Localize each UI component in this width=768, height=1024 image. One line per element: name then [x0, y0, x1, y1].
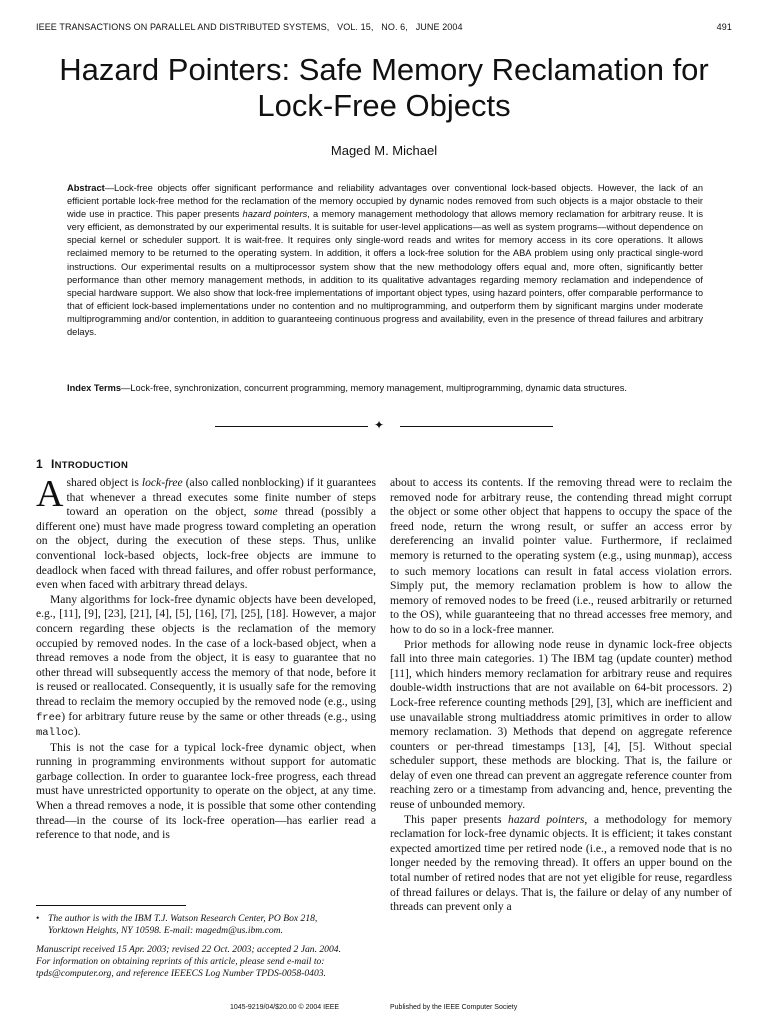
text-run: ) for arbitrary future reuse by the same or other threads (e.g., using [61, 709, 376, 723]
section-title-rest: NTRODUCTION [54, 460, 129, 471]
body-column-right [390, 476, 732, 915]
manuscript-line-2: For information on obtaining reprints of this article, please send e-mail to: [36, 955, 325, 967]
paragraph-5: Prior methods for allowing node reuse in dynamic lock-free objects fall into three main categories. 1) The IBM tag (update counter) method [11], which hinders memory reclamation for arbitrary reuse and requires double-width instructions that are not available on 64-bit processors. 2) Lock-free reference counting methods [29], [3], which are inefficient and use unavailable strong multiaddress atomic primitives in order to allow memory reclamation. 3) Methods that depend on aggregate reference counters or per-thread timestamps [13], [4], [5]. Without special scheduler support, these methods are blocking. That is, the failure or delay of even one thread can prevent an aggregate reference counter from reaching zero or a timestamp from advancing and, hence, preventing the reuse of unbounded memory. [390, 637, 732, 812]
title-line-1: Hazard Pointers: Safe Memory Reclamation for [59, 52, 709, 87]
paragraph-4 [390, 476, 732, 638]
code-munmap: munmap [654, 550, 693, 563]
footnotes [36, 913, 381, 980]
affiliation-line-1: The author is with the IBM T.J. Watson Research Center, PO Box 218, [48, 913, 318, 924]
text-run: , a methodology for memory reclamation for lock-free dynamic objects. It is efficient; it takes constant expected amortized time per retired node (i.e., a removed node that is no longer needed by the removing thread). It offers an upper bound on the total number of retired nodes that are not yet eligible for reuse, regardless of thread failures or delays. That is, the failure or delay of any number of threads can prevent only a [390, 812, 732, 914]
journal-number: NO. 6, [381, 22, 408, 32]
abstract [67, 182, 703, 339]
text-run: (also called nonblocking) if it guarantees that whenever a thread executes some finite number of steps toward an operation on the object, [66, 476, 376, 519]
text-run: This paper presents [404, 812, 509, 826]
abstract-emphasis: hazard pointers [242, 209, 308, 220]
manuscript-footnote [36, 944, 381, 981]
section-title-cap: I [50, 457, 55, 471]
page-number: 491 [716, 22, 732, 32]
journal-date: JUNE 2004 [415, 22, 463, 32]
emphasis-hazard-pointers: hazard pointers [508, 812, 585, 826]
index-terms-label: Index Terms [67, 383, 122, 393]
journal-volume: VOL. 15, [337, 22, 374, 32]
abstract-text-b: , a memory management methodology that allows memory reclamation for arbitrary reuse. It is very efficient, as demonstrated by our experimental results. It is suitable for user-level applications—as well as system programs—without dependence on special kernel or scheduler support. It is wait-free. It requires only single-word reads and writes for memory access in its core operations. It allows reclaimed memory to be returned to the operating system. In addition, it offers a lock-free solution for the ABA problem using only practical single-word instructions. Our experimental results on a multiprocessor system show that the new methodology offers equal and, more often, significantly better performance than other memory management methods, in addition to its qualitative advantages regarding memory reclamation and independence of special hardware support. We also show that lock-free implementations of important object types, using hazard pointers, offer comparable performance to that of efficient lock-based implementations under no contention and no multiprogramming, and outperform them by significant margins under moderate multiprogramming and/or contention, in addition to guaranteeing continuous progress and availability, even in the presence of thread failures and arbitrary delays. [67, 209, 703, 338]
text-run: about to access its contents. If the removing thread were to reclaim the removed node for arbitrary reuse, the contending thread might corrupt the object or some other object that happens to occupy the space of the freed node, return the wrong result, or suffer an access error by dereferencing an invalid pointer value. Furthermore, if reclaimed memory is returned to the operating system (e.g., using [390, 476, 732, 562]
separator-rule-left [215, 426, 368, 427]
index-terms [67, 382, 703, 395]
abstract-label: Abstract [67, 183, 105, 193]
text-run: shared object is [66, 476, 142, 489]
section-number: 1 [36, 457, 43, 471]
section-heading [36, 457, 128, 471]
copyright-line: 1045-9219/04/$20.00 © 2004 IEEE [230, 1004, 340, 1011]
abstract-text-a: —Lock-free objects offer significant performance and reliability advantages over conventional lock-based objects. However, the lack of an efficient portable lock-free method for the reclamation of the memory occupied by dynamic nodes removed from such objects is a major obstacle to their wide use in practice. This paper presents [67, 183, 703, 220]
separator-diamond-icon: ✦ [374, 418, 385, 432]
emphasis-lock-free: lock-free [141, 476, 183, 489]
author-name: Maged M. Michael [330, 143, 438, 158]
code-malloc: malloc [36, 727, 74, 740]
manuscript-line-1: Manuscript received 15 Apr. 2003; revised 22 Oct. 2003; accepted 2 Jan. 2004. [36, 943, 341, 955]
journal-name: IEEE TRANSACTIONS ON PARALLEL AND DISTRIBUTED SYSTEMS, [36, 22, 330, 32]
paper-title [20, 52, 748, 124]
separator-rule-right [400, 426, 553, 427]
drop-cap: A [36, 473, 64, 515]
emphasis-some: some [253, 505, 278, 519]
paragraph-2 [36, 593, 376, 741]
footnote-rule [36, 905, 186, 906]
manuscript-line-3: tpds@computer.org, and reference IEEECS Log Number TPDS-0058-0403. [36, 968, 326, 980]
text-run: ), access to such memory locations can result in fatal access violation errors. Simply put, the memory reclamation problem is how to allow the memory of removed nodes to be freed (i.e., reused arbitrarily or returned to the OS), while guaranteeing that no thread accesses free memory, and how to do so in a lock-free manner. [390, 548, 733, 636]
index-terms-text: —Lock-free, synchronization, concurrent programming, memory management, multiprogramming, dynamic data structures. [121, 383, 627, 393]
journal-info [36, 22, 463, 32]
affiliation-line-2: Yorktown Heights, NY 10598. E-mail: magedm@us.ibm.com. [48, 925, 283, 937]
affiliation-footnote [36, 913, 381, 938]
title-line-2: Lock-Free Objects [257, 88, 511, 123]
publisher-line: Published by the IEEE Computer Society [390, 1004, 518, 1011]
text-run: ). [73, 725, 81, 739]
body-column-left [36, 473, 376, 843]
paragraph-3: This is not the case for a typical lock-free dynamic object, when running in programming environments without support for automatic garbage collection. In order to guarantee lock-free progress, each thread must have unrestricted opportunity to operate on the object, at any time. When a thread removes a node, it is possible that some other contending thread—in the course of its lock-free operation—has earlier read a reference to that node, and is [36, 740, 376, 842]
code-free: free [36, 711, 62, 724]
bullet-icon: • [36, 913, 40, 924]
text-run: thread (possibly a different one) must have made progress toward completing an operation on the object, during the execution of these steps. Thus, unlike conventional lock-based objects, lock-free objects are immune to deadlock when faced with thread failures, and offer robust performance, even when faced with arbitrary thread delays. [36, 505, 376, 592]
paragraph-1 [36, 473, 376, 593]
paragraph-6 [390, 813, 732, 915]
text-run: Many algorithms for lock-free dynamic objects have been developed, e.g., [11], [9], [23], [21], [4], [5], [16], [7], [25], [18]. However, a major concern regarding these objects is the reclamation of the memory occupied by removed nodes. In the case of a lock-based object, when a thread removes a node from the object, it is easy to guarantee that no other thread will subsequently access the memory of that node, before it is reused or reallocated. Consequently, it is usually safe for the removing thread to reclaim the memory occupied by the removed node (e.g., using [36, 592, 376, 708]
